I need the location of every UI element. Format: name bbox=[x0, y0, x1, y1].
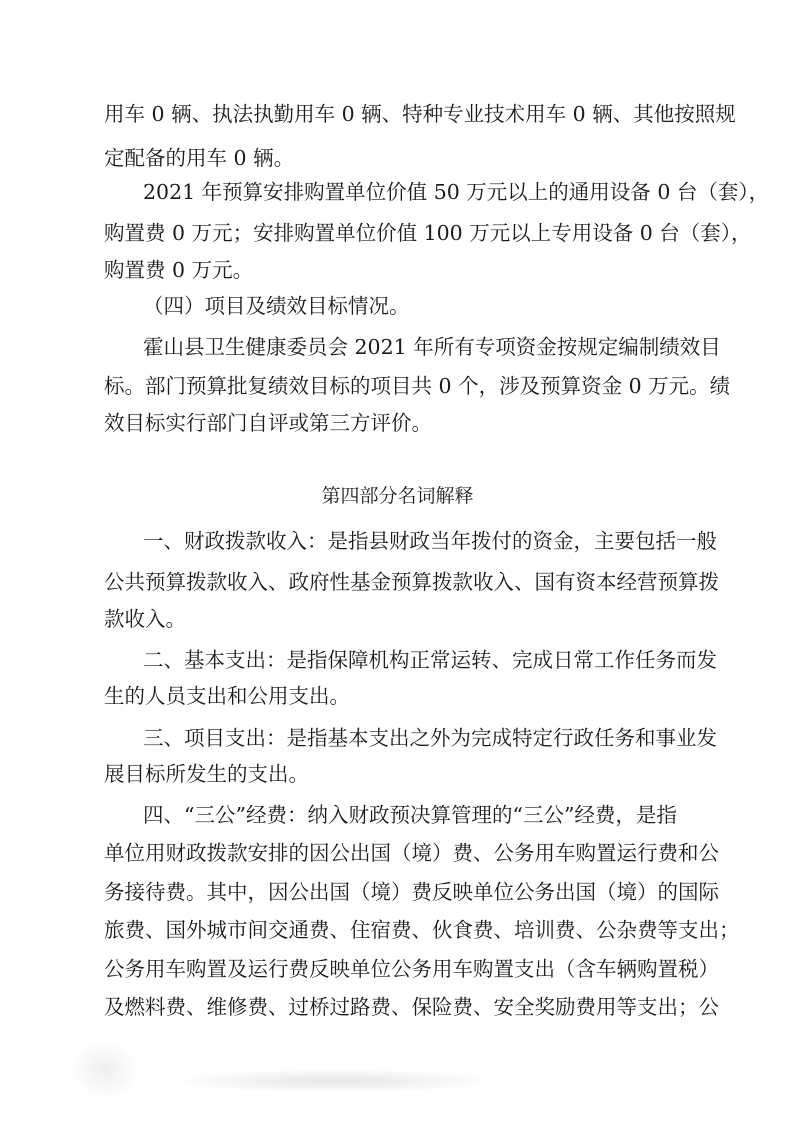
paragraph-line: 霍山县卫生健康委员会 2021 年所有专项资金按规定编制绩效目 bbox=[143, 335, 721, 359]
paragraph-line: 标。部门预算批复绩效目标的项目共 0 个，涉及预算资金 0 万元。绩 bbox=[104, 374, 731, 398]
paragraph-line: 旅费、国外城市间交通费、住宿费、伙食费、培训费、公杂费等支出； bbox=[104, 918, 740, 942]
paragraph-line: 二、基本支出：是指保障机构正常运转、完成日常工作任务而发 bbox=[143, 648, 717, 672]
paragraph-line: 效目标实行部门自评或第三方评价。 bbox=[104, 411, 432, 435]
paragraph-line: 及燃料费、维修费、过桥过路费、保险费、安全奖励费用等支出；公 bbox=[104, 995, 719, 1019]
paragraph-line: 四、“三公”经费：纳入财政预决算管理的“三公”经费，是指 bbox=[143, 803, 677, 827]
paragraph-line: 公共预算拨款收入、政府性基金预算拨款收入、国有资本经营预算拨 bbox=[104, 570, 719, 594]
paragraph-line: 生的人员支出和公用支出。 bbox=[104, 684, 350, 708]
section-heading: 第四部分名词解释 bbox=[321, 485, 474, 507]
paragraph-line: 三、项目支出：是指基本支出之外为完成特定行政任务和事业发 bbox=[143, 726, 717, 750]
paragraph-line: 单位用财政拨款安排的因公出国（境）费、公务用车购置运行费和公 bbox=[104, 841, 719, 865]
paragraph-line: 定配备的用车 0 辆。 bbox=[104, 146, 295, 170]
paragraph-line: 2021 年预算安排购置单位价值 50 万元以上的通用设备 0 台（套）， bbox=[143, 180, 770, 204]
paragraph-line: 务接待费。其中，因公出国（境）费反映单位公务出国（境）的国际 bbox=[104, 880, 719, 904]
paragraph-line: 购置费 0 万元。 bbox=[104, 258, 254, 282]
scan-artifact bbox=[185, 1070, 485, 1092]
scan-artifact bbox=[70, 1040, 140, 1100]
paragraph-line: 款收入。 bbox=[104, 607, 186, 631]
paragraph-line: 购置费 0 万元；安排购置单位价值 100 万元以上专用设备 0 台（套）， bbox=[104, 221, 752, 245]
paragraph-line: 展目标所发生的支出。 bbox=[104, 762, 309, 786]
paragraph-line: 用车 0 辆、执法执勤用车 0 辆、特种专业技术用车 0 辆、其他按照规 bbox=[104, 102, 736, 126]
paragraph-line: 公务用车购置及运行费反映单位公务用车购置支出（含车辆购置税） bbox=[104, 957, 719, 981]
paragraph-line: 一、财政拨款收入：是指县财政当年拨付的资金，主要包括一般 bbox=[143, 529, 717, 553]
subsection-heading: （四）项目及绩效目标情况。 bbox=[143, 294, 410, 318]
